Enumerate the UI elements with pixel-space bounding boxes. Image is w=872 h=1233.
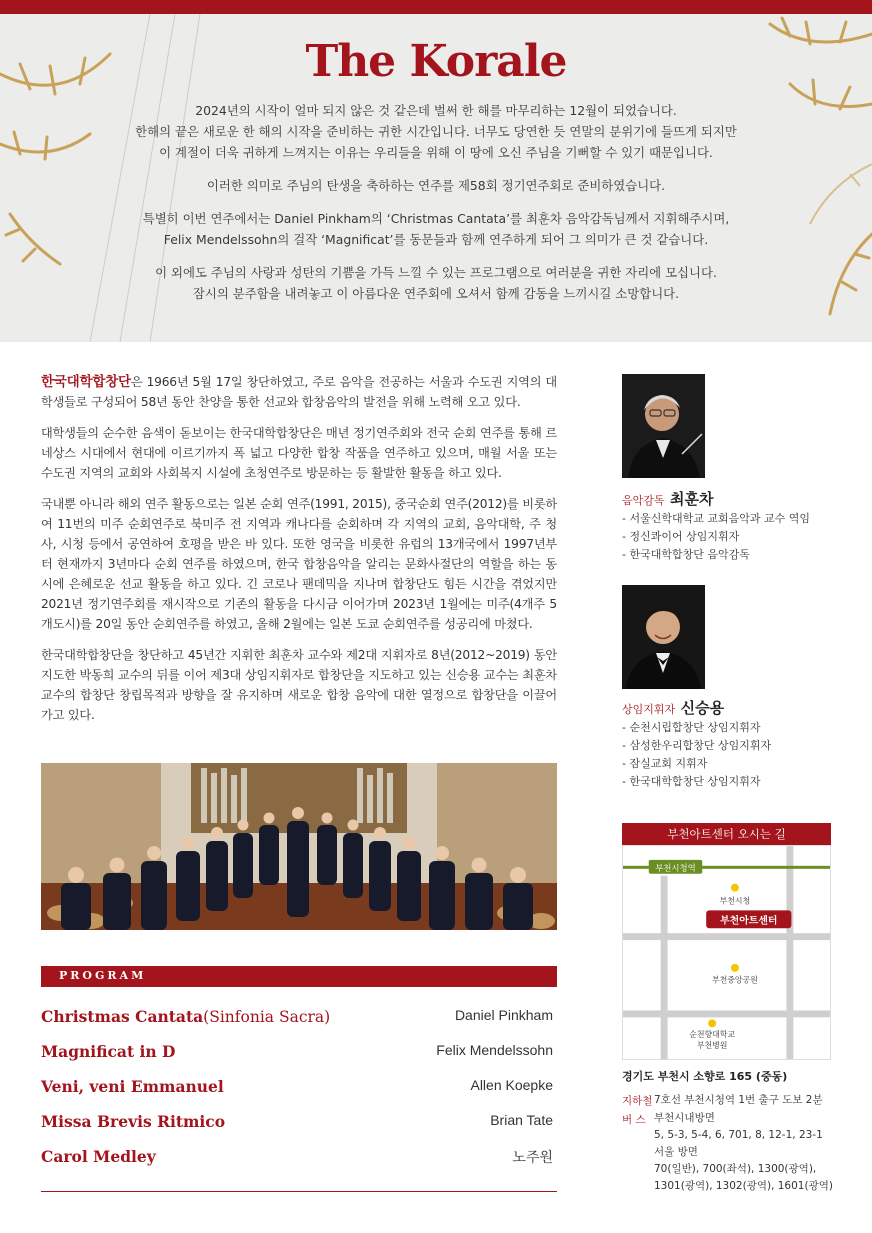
career-item: - 한국대학합창단 상임지휘자 (622, 775, 761, 788)
program-piece-name: Magnificat in D (41, 1042, 176, 1061)
about-paragraph-text: 은 1966년 5월 17일 창단하였고, 주로 음악을 전공하는 서울과 수도권 지역의 대학생들로 구성되어 58년 동안 찬양을 통한 선교와 합창음악의 발전을 위해 노력해 오고 있다. (41, 375, 557, 409)
career-item: - 정신콰이어 상임지휘자 (622, 530, 740, 543)
program-composer: Brian Tate (490, 1112, 553, 1128)
subway-label: 지하철 (622, 1095, 653, 1107)
city-hall-marker (731, 884, 739, 892)
conductor-name: 최훈차 (670, 490, 714, 508)
program-composer: Daniel Pinkham (454, 1007, 553, 1023)
about-paragraph: 국내뿐 아니라 해외 연주 활동으로는 일본 순회 연주(1991, 2015), 중국순회 연주(2012)를 비롯하여 11번의 미주 순회연주로 북미주 전 지역과 캐나다를 순회하며 각 지역의 교회, 음악대학, 주 청사, 시청 등에서 공연하여 호평을 받은 바 있다. 또한 영국을 비롯한 유럽의 13개국에서 1997년부터 현재까지 3년마다 순회 연주를 하였으며, 한국 합창음악을 알리는 문화사절단의 역할을 하는 동시에 은혜로운 선교 활동을 하고 있다. 긴 코로나 팬데믹을 지나며 합창단도 힘든 시간을 겪었지만 2021년 정기연주회를 재시작으로 기존의 활동을 다시금 이어가며 2023년 1월에는 미주(4개주 5개도시)를 20일 동안 순회연주를 하였고, 올해 2월에는 일본 도쿄 순회연주를 성공리에 마쳤다. (41, 497, 557, 631)
choir-name-highlight: 한국대학합창단 (41, 374, 131, 390)
venue-address: 경기도 부천시 소향로 165 (중동) (622, 1070, 788, 1083)
career-item: - 잠실교회 지휘자 (622, 757, 708, 770)
intro-paragraph: 이 외에도 주님의 사랑과 성탄의 기쁨을 가득 느낄 수 있는 프로그램으로 여러분을 귀한 자리에 모십니다. 잠시의 분주함을 내려놓고 이 아름다운 연주회에 오셔서 함께 감동을 느끼시길 소망합니다. (155, 265, 717, 301)
music-director-portrait (622, 374, 705, 478)
park-label: 부천중앙공원 (712, 975, 758, 985)
hospital-marker (708, 1019, 716, 1027)
hospital-label: 순천향대학교 (689, 1030, 736, 1040)
intro-paragraph: 이러한 의미로 주님의 탄생을 축하하는 연주를 제58회 정기연주회로 준비하였습니다. (206, 178, 666, 193)
music-director-career-list (622, 510, 810, 564)
program-item (41, 1147, 557, 1171)
program-piece-title (41, 1007, 330, 1026)
intro-paragraph: 2024년의 시작이 얼마 되지 않은 것 같은데 벌써 한 해를 마무리하는 12월이 되었습니다. 한해의 끝은 새로운 한 해의 시작을 준비하는 귀한 시간입니다. 너무도 당연한 듯 연말의 분위기에 들뜨게 되지만 이 계절이 더욱 귀하게 느껴지는 이유는 우리들을 위해 이 땅에 오신 주님을 기뻐할 수 있기 때문입니다. (135, 103, 737, 160)
program-piece-name: Carol Medley (41, 1147, 156, 1166)
venue-label: 부천아트센터 (720, 915, 778, 927)
choir-group-photo (41, 763, 557, 930)
bus-label: 버 스 (622, 1114, 646, 1126)
program-composer: Allen Koepke (470, 1077, 553, 1093)
station-label: 부천시청역 (655, 862, 696, 873)
city-hall-label: 부천시청 (719, 896, 751, 906)
intro-message (100, 100, 772, 316)
resident-conductor-heading (622, 697, 724, 718)
hospital-label: 부천병원 (696, 1041, 728, 1051)
program-label: PROGRAM (59, 969, 147, 982)
program-piece-name: Christmas Cantata (41, 1007, 204, 1026)
venue-location-map[interactable] (622, 845, 831, 1060)
directions-header: 부천아트센터 오시는 길 (622, 823, 831, 845)
top-accent-bar (0, 0, 872, 14)
resident-conductor-portrait (622, 585, 705, 689)
music-director-heading (622, 488, 714, 509)
program-piece-name: Veni, veni Emmanuel (41, 1077, 224, 1096)
about-paragraph (41, 372, 557, 412)
program-piece-name: Missa Brevis Ritmico (41, 1112, 226, 1131)
intro-section (0, 14, 872, 342)
program-composer: Felix Mendelssohn (436, 1042, 553, 1058)
conductor-name: 신승용 (680, 699, 725, 717)
program-item (41, 1077, 557, 1101)
bus-directions: 부천시내방면 5, 5-3, 5-4, 6, 701, 8, 12-1, 23-1 서울 방면 70(일반), 700(좌석), 1300(광역), 1301(광역), 1302(광역), 1601(광역) (654, 1112, 833, 1192)
program-item (41, 1042, 557, 1066)
program-piece-subtitle: (Sinfonia Sacra) (203, 1008, 331, 1026)
intro-paragraph: 특별히 이번 연주에서는 Daniel Pinkham의 ‘Christmas Cantata’를 최훈차 음악감독님께서 지휘해주시며, Felix Mendelssohn의 걸작 ‘Magnificat’를 동문들과 함께 연주하게 되어 그 의미가 큰 것 같습니다. (142, 211, 730, 247)
conductor-role: 상임지휘자 (622, 703, 676, 716)
career-item: - 삼성한우리합창단 상임지휘자 (622, 739, 772, 752)
about-paragraph: 대학생들의 순수한 음색이 돋보이는 한국대학합창단은 매년 정기연주회와 전국 순회 연주를 통해 르네상스 시대에서 현대에 이르기까지 폭 넓고 다양한 합창 작품을 연주하고 있으며, 매월 서울 또는 수도권 지역의 교회와 사회복지 시설에 초청연주로 방문하는 등 활발한 활동을 하고 있다. (41, 426, 557, 480)
program-divider (41, 1191, 557, 1192)
program-composer: 노주원 (512, 1149, 553, 1165)
choir-introduction (41, 372, 557, 736)
about-paragraph: 한국대학합창단을 창단하고 45년간 지휘한 최훈차 교수와 제2대 지휘자로 8년(2012~2019) 동안 지도한 박동희 교수의 뒤를 이어 제3대 상임지휘자로 합창단을 지도하고 있는 신승용 교수는 최훈차 교수의 합창단 창립목적과 방향을 잘 유지하며 새로운 합창 음악에 대한 열정으로 합창단을 이끌어 가고 있다. (41, 648, 557, 722)
career-item: - 한국대학합창단 음악감독 (622, 548, 750, 561)
career-item: - 서울신학대학교 교회음악과 교수 역임 (622, 512, 810, 525)
subway-directions: 7호선 부천시청역 1번 출구 도보 2분 (654, 1094, 823, 1106)
program-item (41, 1007, 557, 1031)
career-item: - 순천시립합창단 상임지휘자 (622, 721, 761, 734)
page-title: The Korale (305, 36, 567, 87)
program-header-bar (41, 966, 557, 987)
program-item (41, 1112, 557, 1136)
resident-conductor-career-list (622, 719, 771, 791)
conductor-role: 음악감독 (622, 494, 665, 507)
park-marker (731, 964, 739, 972)
